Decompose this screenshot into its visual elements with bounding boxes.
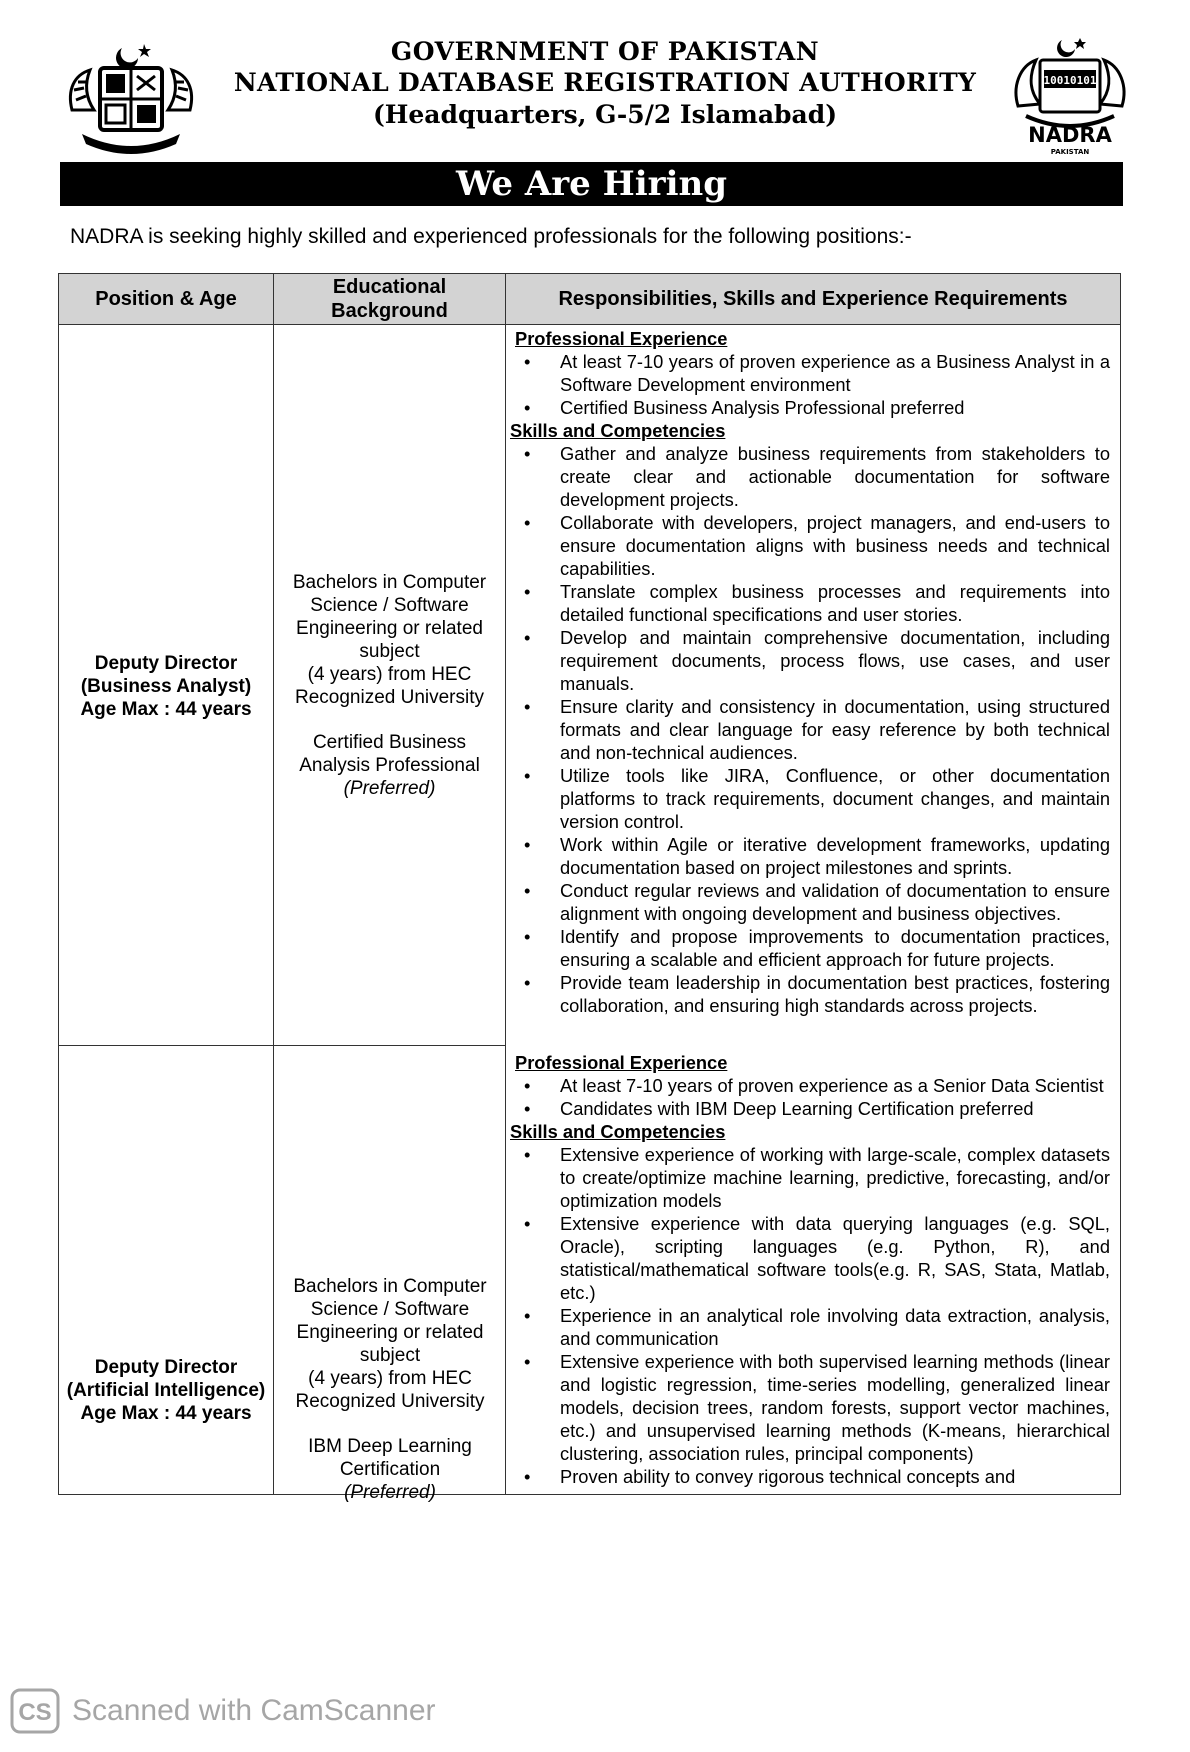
camscanner-logo [10, 1688, 60, 1734]
education-line: Engineering or related [296, 618, 483, 639]
position-title: Deputy Director [94, 653, 238, 674]
professional-experience-list [510, 1074, 1110, 1120]
list-item: • Identify and propose improvements to documentation practices, ensuring a scalable and efficient approach for future projects. [510, 925, 1110, 971]
list-item: • At least 7-10 years of proven experience as a Senior Data Scientist [510, 1074, 1110, 1097]
nadra-logo-text: NADRA [1028, 123, 1112, 147]
nadra-logo [1010, 36, 1130, 164]
education-line: Bachelors in Computer [292, 572, 487, 593]
position-specialty: (Artificial Intelligence) [66, 1380, 266, 1401]
preferred-note: (Preferred) [343, 778, 436, 799]
preferred-note: (Preferred) [344, 1482, 436, 1503]
education-line: Recognized University [294, 687, 485, 708]
list-item: • Work within Agile or iterative development frameworks, updating documentation based on project milestones and sprints. [510, 833, 1110, 879]
education-line: Science / Software [310, 595, 469, 616]
education-cell-row2 [274, 1275, 506, 1504]
skills-list [510, 442, 1110, 1017]
certification-line: IBM Deep Learning [308, 1436, 472, 1457]
column-header-requirements: Responsibilities, Skills and Experience Requirements [506, 274, 1121, 325]
position-cell [59, 325, 274, 1495]
list-item: • Extensive experience with both supervised learning methods (linear and logistic regression, time-series modelling, generalized linear models, decision trees, random forests, support vector machines, etc.) and unsupervised learning methods (K-means, hierarchical clustering, association rules, principal components) [510, 1350, 1110, 1465]
education-line: Bachelors in Computer [293, 1276, 487, 1297]
education-line: (4 years) from HEC [308, 1368, 472, 1389]
professional-experience-heading: Professional Experience [515, 328, 728, 349]
authority-title: NATIONAL DATABASE REGISTRATION AUTHORITY [233, 68, 977, 97]
requirements-cell [506, 325, 1121, 1495]
positions-table [58, 273, 1121, 1495]
professional-experience-heading: Professional Experience [515, 1052, 728, 1073]
skills-list [510, 1143, 1110, 1488]
list-item: • Utilize tools like JIRA, Confluence, or other documentation platforms to track requirements, document changes, and maintain version control. [510, 764, 1110, 833]
education-line: Recognized University [295, 1391, 485, 1412]
education-line: Engineering or related [296, 1322, 484, 1343]
column-header-education: Educational Background [274, 274, 506, 325]
position-cell-row2 [58, 1356, 274, 1425]
position-specialty: (Business Analyst) [80, 676, 252, 697]
list-item: • At least 7-10 years of proven experience as a Business Analyst in a Software Development environment [510, 350, 1110, 396]
letterhead [0, 30, 1190, 156]
list-item: • Collaborate with developers, project managers, and end-users to ensure documentation aligns with business needs and technical capabilities. [510, 511, 1110, 580]
government-title: GOVERNMENT OF PAKISTAN [390, 37, 820, 66]
education-line: subject [359, 641, 420, 662]
column-header-position: Position & Age [59, 274, 274, 325]
education-line: Science / Software [310, 1299, 470, 1320]
list-item: • Extensive experience with data querying languages (e.g. SQL, Oracle), scripting languages (e.g. Python, R), and statistical/mathematical software tools(e.g. R, SAS, Stata, Matlab, etc.) [510, 1212, 1110, 1304]
state-emblem-icon [62, 40, 200, 158]
list-item: • Conduct regular reviews and validation of documentation to ensure alignment with ongoing development and business objectives. [510, 879, 1110, 925]
headquarters-address: (Headquarters, G-5/2 Islamabad) [372, 100, 838, 129]
scanner-watermark-text: Scanned with CamScanner [72, 1694, 436, 1727]
row-divider [58, 1045, 506, 1046]
list-item: • Candidates with IBM Deep Learning Certification preferred [510, 1097, 1110, 1120]
camscanner-logo-text: CS [18, 1699, 52, 1726]
svg-text:10010101: 10010101 [1043, 74, 1097, 87]
list-item: • Translate complex business processes and requirements into detailed functional specifications and user stories. [510, 580, 1110, 626]
table-header-row [59, 274, 1121, 325]
list-item: • Provide team leadership in documentation best practices, fostering collaboration, and ensuring high standards across projects. [510, 971, 1110, 1017]
list-item: • Gather and analyze business requirements from stakeholders to create clear and actionable documentation for software development projects. [510, 442, 1110, 511]
intro-text: NADRA is seeking highly skilled and experienced professionals for the following positions:- [70, 225, 912, 248]
certification-line: Analysis Professional [299, 755, 480, 776]
skills-heading: Skills and Competencies [510, 1121, 726, 1142]
list-item: • Certified Business Analysis Professional preferred [510, 396, 1110, 419]
table-row [59, 325, 1121, 1495]
list-item: • Extensive experience of working with large-scale, complex datasets to create/optimize machine learning, predictive, forecasting, and/or optimization models [510, 1143, 1110, 1212]
nadra-logo-subtext: PAKISTAN [1050, 148, 1090, 156]
education-line: subject [359, 1345, 421, 1366]
letterhead-title [200, 36, 1010, 131]
certification-line: Certification [339, 1459, 441, 1480]
professional-experience-list [510, 350, 1110, 419]
list-item: • Experience in an analytical role involving data extraction, analysis, and communication [510, 1304, 1110, 1350]
list-item: • Proven ability to convey rigorous technical concepts and [510, 1465, 1110, 1488]
hiring-banner: We Are Hiring [60, 162, 1123, 206]
education-line: (4 years) from HEC [307, 664, 472, 685]
list-item: • Develop and maintain comprehensive documentation, including requirement documents, process flows, use cases, and user manuals. [510, 626, 1110, 695]
certification-line: Certified Business [312, 732, 467, 753]
skills-heading: Skills and Competencies [510, 420, 726, 441]
position-age: Age Max : 44 years [80, 1403, 252, 1424]
position-age: Age Max : 44 years [80, 699, 252, 720]
position-title: Deputy Director [94, 1357, 238, 1378]
list-item: • Ensure clarity and consistency in documentation, using structured formats and clear language for easy reference by both technical and non-technical audiences. [510, 695, 1110, 764]
